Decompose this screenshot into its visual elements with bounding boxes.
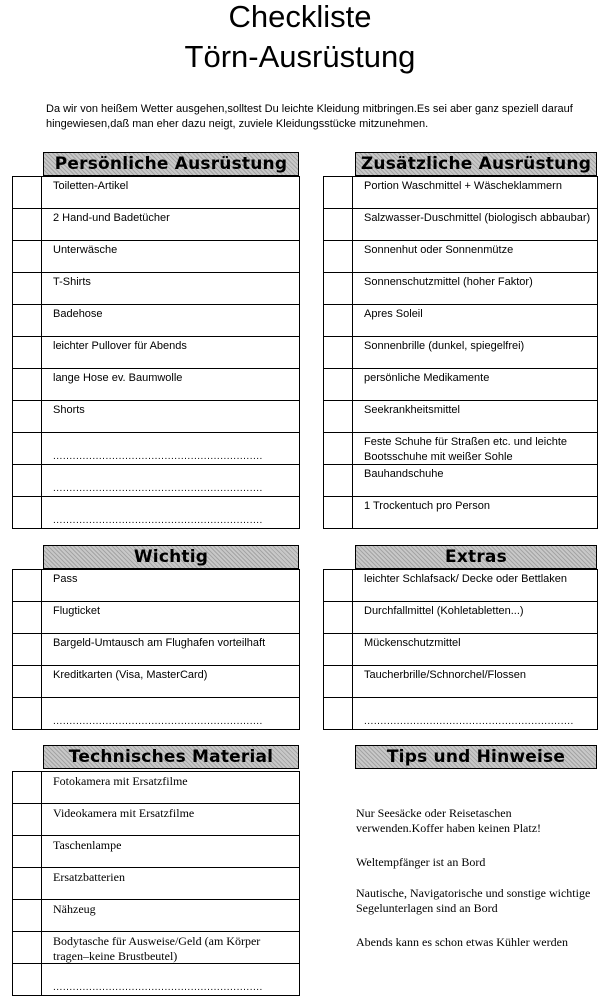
checklist-row bbox=[12, 401, 300, 433]
row-right-border bbox=[597, 570, 598, 601]
row-right-border bbox=[299, 305, 300, 336]
checklist-row bbox=[12, 698, 300, 730]
checklist-row bbox=[323, 241, 598, 273]
checkbox[interactable] bbox=[323, 666, 353, 697]
row-right-border bbox=[597, 465, 598, 496]
checkbox[interactable] bbox=[12, 465, 42, 496]
checklist-item-label: Sonnenbrille (dunkel, spiegelfrei) bbox=[364, 340, 525, 352]
blank-entry-line[interactable]: ................................................................ bbox=[364, 716, 574, 727]
blank-entry-line[interactable]: ................................................................ bbox=[53, 451, 263, 462]
row-right-border bbox=[299, 209, 300, 240]
personal-checklist bbox=[12, 176, 300, 529]
page-title-line1: Checkliste bbox=[228, 0, 372, 34]
checklist-row bbox=[12, 666, 300, 698]
technical-heading: Technisches Material bbox=[43, 745, 299, 769]
checklist-row bbox=[12, 465, 300, 497]
checklist-row bbox=[323, 273, 598, 305]
checklist-item-label: Salzwasser-Duschmittel (biologisch abbaubar) bbox=[364, 212, 591, 224]
tips-heading: Tips und Hinweise bbox=[355, 745, 597, 769]
checklist-item-label: Badehose bbox=[53, 308, 103, 320]
checklist-row bbox=[323, 634, 598, 666]
checklist-item-label: persönliche Medikamente bbox=[364, 372, 490, 384]
checkbox[interactable] bbox=[12, 337, 42, 368]
row-right-border bbox=[299, 273, 300, 304]
checkbox[interactable] bbox=[12, 570, 42, 601]
row-right-border bbox=[299, 836, 300, 867]
checklist-item-label: Unterwäsche bbox=[53, 244, 118, 256]
row-right-border bbox=[299, 932, 300, 963]
row-right-border bbox=[299, 369, 300, 400]
blank-entry-line[interactable]: ................................................................ bbox=[53, 515, 263, 526]
checklist-item-label: Sonnenhut oder Sonnenmütze bbox=[364, 244, 514, 256]
checklist-row bbox=[12, 177, 300, 209]
row-right-border bbox=[299, 497, 300, 528]
checkbox[interactable] bbox=[323, 634, 353, 665]
checklist-item-label: Seekrankheitsmittel bbox=[364, 404, 460, 416]
checkbox[interactable] bbox=[323, 177, 353, 208]
row-right-border bbox=[597, 401, 598, 432]
additional-heading: Zusätzliche Ausrüstung bbox=[355, 152, 597, 176]
personal-heading: Persönliche Ausrüstung bbox=[43, 152, 299, 176]
checklist-item-label: Sonnenschutzmittel (hoher Faktor) bbox=[364, 276, 533, 288]
checkbox[interactable] bbox=[12, 804, 42, 835]
important-checklist bbox=[12, 569, 300, 730]
checklist-item-label: Taucherbrille/Schnorchel/Flossen bbox=[364, 669, 527, 681]
row-right-border bbox=[597, 337, 598, 368]
checklist-row bbox=[323, 209, 598, 241]
checkbox[interactable] bbox=[323, 241, 353, 272]
row-right-border bbox=[299, 772, 300, 803]
checkbox[interactable] bbox=[12, 433, 42, 464]
checklist-row bbox=[323, 666, 598, 698]
checklist-row bbox=[323, 337, 598, 369]
row-right-border bbox=[299, 602, 300, 633]
row-right-border bbox=[299, 804, 300, 835]
checklist-item-label: Bodytasche für Ausweise/Geld (am Körper tragen–keine Brustbeutel) bbox=[53, 934, 261, 963]
row-right-border bbox=[597, 177, 598, 208]
checklist-row bbox=[12, 602, 300, 634]
tip-item: Nautische, Navigatorische und sonstige wichtige Segelunterlagen sind an Bord bbox=[356, 886, 591, 915]
checkbox[interactable] bbox=[323, 602, 353, 633]
row-right-border bbox=[597, 241, 598, 272]
checklist-row bbox=[323, 698, 598, 730]
checkbox[interactable] bbox=[323, 305, 353, 336]
intro-text: Da wir von heißem Wetter ausgehen,solltest Du leichte Kleidung mitbringen.Es sei aber ganz speziell darauf hingewiesen,daß man eher dazu neigt, zuviele Kleidungsstücke mitzunehmen. bbox=[46, 103, 573, 130]
checkbox[interactable] bbox=[323, 337, 353, 368]
checklist-row bbox=[323, 602, 598, 634]
checklist-item-label: Durchfallmittel (Kohletabletten...) bbox=[364, 605, 524, 617]
blank-entry-line[interactable]: ................................................................ bbox=[53, 716, 263, 727]
row-right-border bbox=[299, 177, 300, 208]
checkbox[interactable] bbox=[323, 273, 353, 304]
checklist-row bbox=[12, 932, 300, 964]
row-right-border bbox=[597, 602, 598, 633]
checklist-row bbox=[12, 570, 300, 602]
checklist-row bbox=[12, 369, 300, 401]
checklist-item-label: Videokamera mit Ersatzfilme bbox=[53, 806, 195, 820]
checklist-item-label: Bargeld-Umtausch am Flughafen vorteilhaft bbox=[53, 637, 266, 649]
checklist-row bbox=[12, 241, 300, 273]
row-right-border bbox=[299, 868, 300, 899]
checkbox[interactable] bbox=[12, 868, 42, 899]
checklist-row bbox=[323, 465, 598, 497]
checklist-item-label: Mückenschutzmittel bbox=[364, 637, 461, 649]
row-right-border bbox=[299, 570, 300, 601]
page-title-line2: Törn-Ausrüstung bbox=[184, 39, 416, 74]
checklist-item-label: Bauhandschuhe bbox=[364, 468, 444, 480]
extras-heading: Extras bbox=[355, 545, 597, 569]
checkbox[interactable] bbox=[12, 772, 42, 803]
row-right-border bbox=[597, 666, 598, 697]
checkbox[interactable] bbox=[323, 209, 353, 240]
checkbox[interactable] bbox=[323, 497, 353, 528]
checklist-item-label: leichter Schlafsack/ Decke oder Bettlaken bbox=[364, 573, 567, 585]
checkbox[interactable] bbox=[12, 305, 42, 336]
tip-item: Nur Seesäcke oder Reisetaschen verwenden.Koffer haben keinen Platz! bbox=[356, 806, 542, 835]
checklist-item-label: Fotokamera mit Ersatzfilme bbox=[53, 774, 188, 788]
checklist-row bbox=[12, 900, 300, 932]
checklist-row bbox=[323, 433, 598, 465]
checklist-row bbox=[12, 209, 300, 241]
checklist-item-label: Flugticket bbox=[53, 605, 101, 617]
row-right-border bbox=[597, 634, 598, 665]
row-right-border bbox=[299, 900, 300, 931]
technical-checklist bbox=[12, 771, 300, 996]
row-right-border bbox=[597, 305, 598, 336]
row-right-border bbox=[299, 337, 300, 368]
checklist-item-label: Taschenlampe bbox=[53, 838, 122, 852]
checklist-row bbox=[12, 804, 300, 836]
row-right-border bbox=[299, 401, 300, 432]
blank-entry-line[interactable]: ................................................................ bbox=[53, 483, 263, 494]
checklist-row bbox=[323, 570, 598, 602]
checkbox[interactable] bbox=[12, 273, 42, 304]
row-right-border bbox=[299, 634, 300, 665]
row-right-border bbox=[597, 273, 598, 304]
row-right-border bbox=[597, 497, 598, 528]
checklist-item-label: Pass bbox=[53, 573, 78, 585]
tip-item: Weltempfänger ist an Bord bbox=[356, 855, 486, 869]
checkbox[interactable] bbox=[323, 401, 353, 432]
checkbox[interactable] bbox=[12, 602, 42, 633]
checklist-row bbox=[12, 836, 300, 868]
important-heading: Wichtig bbox=[43, 545, 299, 569]
checkbox[interactable] bbox=[12, 932, 42, 963]
checklist-row bbox=[323, 369, 598, 401]
row-right-border bbox=[299, 465, 300, 496]
checklist-item-label: Portion Waschmittel + Wäscheklammern bbox=[364, 180, 562, 192]
checkbox[interactable] bbox=[323, 465, 353, 496]
checkbox[interactable] bbox=[12, 401, 42, 432]
row-right-border bbox=[299, 698, 300, 729]
row-right-border bbox=[597, 698, 598, 729]
checkbox[interactable] bbox=[323, 698, 353, 729]
checkbox[interactable] bbox=[323, 433, 353, 464]
checklist-row bbox=[12, 497, 300, 529]
checklist-row bbox=[12, 273, 300, 305]
checkbox[interactable] bbox=[12, 666, 42, 697]
checklist-row bbox=[323, 305, 598, 337]
checklist-row bbox=[12, 868, 300, 900]
checklist-row bbox=[12, 634, 300, 666]
checklist-row bbox=[12, 337, 300, 369]
checkbox[interactable] bbox=[12, 369, 42, 400]
checklist-item-label: Ersatzbatterien bbox=[53, 870, 125, 884]
checkbox[interactable] bbox=[12, 209, 42, 240]
checklist-item-label: lange Hose ev. Baumwolle bbox=[53, 372, 183, 384]
checklist-row bbox=[12, 433, 300, 465]
checkbox[interactable] bbox=[12, 497, 42, 528]
checkbox[interactable] bbox=[12, 900, 42, 931]
checklist-item-label: 2 Hand-und Badetücher bbox=[53, 212, 170, 224]
checklist-item-label: leichter Pullover für Abends bbox=[53, 340, 187, 352]
row-right-border bbox=[597, 209, 598, 240]
checklist-item-label: Kreditkarten (Visa, MasterCard) bbox=[53, 669, 208, 681]
checklist-item-label: T-Shirts bbox=[53, 276, 91, 288]
blank-entry-line[interactable]: ................................................................ bbox=[53, 982, 263, 993]
checklist-item-label: Shorts bbox=[53, 404, 85, 416]
checklist-item-label: Feste Schuhe für Straßen etc. und leichte Bootsschuhe mit weißer Sohle bbox=[364, 436, 568, 463]
checklist-row bbox=[323, 401, 598, 433]
checklist-item-label: 1 Trockentuch pro Person bbox=[364, 500, 490, 512]
checklist-row bbox=[323, 177, 598, 209]
row-right-border bbox=[299, 666, 300, 697]
row-right-border bbox=[299, 241, 300, 272]
checklist-row bbox=[12, 305, 300, 337]
checklist-item-label: Apres Soleil bbox=[364, 308, 423, 320]
checkbox[interactable] bbox=[12, 634, 42, 665]
checklist-item-label: Nähzeug bbox=[53, 902, 96, 916]
extras-checklist bbox=[323, 569, 598, 730]
checkbox[interactable] bbox=[323, 570, 353, 601]
checklist-row bbox=[323, 497, 598, 529]
checkbox[interactable] bbox=[12, 836, 42, 867]
additional-checklist bbox=[323, 176, 598, 529]
checkbox[interactable] bbox=[323, 369, 353, 400]
checklist-item-label: Toiletten-Artikel bbox=[53, 180, 129, 192]
checkbox[interactable] bbox=[12, 698, 42, 729]
row-right-border bbox=[299, 433, 300, 464]
checkbox[interactable] bbox=[12, 964, 42, 995]
tip-item: Abends kann es schon etwas Kühler werden bbox=[356, 935, 568, 949]
row-right-border bbox=[299, 964, 300, 995]
checkbox[interactable] bbox=[12, 241, 42, 272]
row-right-border bbox=[597, 433, 598, 464]
row-right-border bbox=[597, 369, 598, 400]
checkbox[interactable] bbox=[12, 177, 42, 208]
checklist-row bbox=[12, 964, 300, 996]
checklist-row bbox=[12, 772, 300, 804]
